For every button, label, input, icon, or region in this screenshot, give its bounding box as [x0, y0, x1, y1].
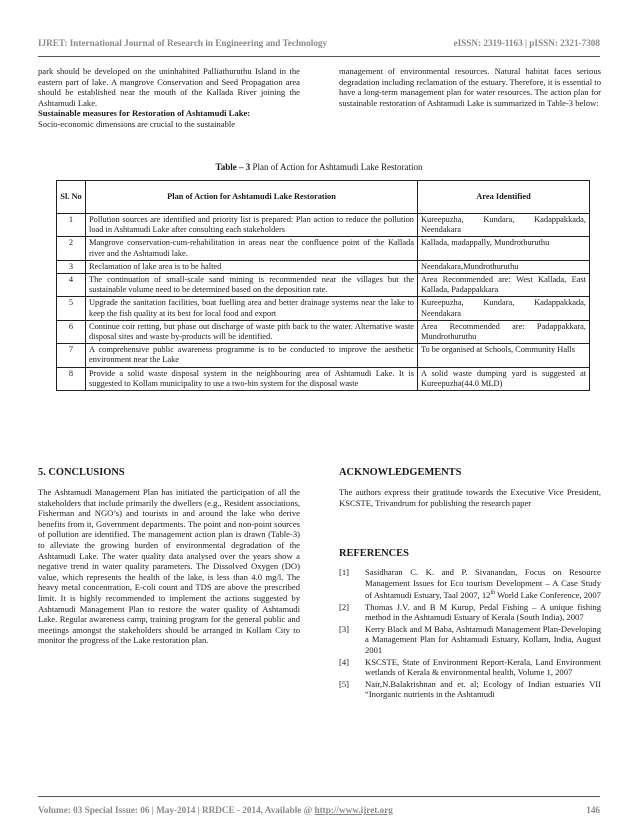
reference-text: KSCSTE, State of Environment Report-Kerala, Land Environment wetlands of Kerala & environmental health, Volume 1, 2007: [365, 656, 601, 678]
row-plan: The continuation of small-scale sand mining is recommended near the villages but the sustainable volume need to be determined based on the deposition rate.: [86, 274, 418, 297]
acknowledgements-paragraph: The authors express their gratitude towards the Executive Vice President, KSCSTE, Trivandrum for publishing the research paper: [339, 487, 601, 508]
table-row: [57, 237, 590, 260]
row-plan: Continue coir retting, but phase out discharge of waste pith back to the water. Alternative waste disposal sites and waste by-products will be identified.: [86, 320, 418, 343]
row-area: Kallada, madappally, Mundrothuruthu: [418, 237, 590, 260]
table-row: [57, 297, 590, 320]
page-header: [38, 38, 600, 52]
row-number: 6: [57, 320, 86, 343]
references-list: [339, 567, 601, 701]
row-plan: Provide a solid waste disposal system in the neighbouring area of Ashtamudi Lake. It is suggested to Kollam municipality to use a two-bin system for the disposal waste: [86, 367, 418, 390]
reference-item: [339, 602, 601, 623]
sustainable-measures-heading: Sustainable measures for Restoration of Ashtamudi Lake:: [38, 108, 251, 119]
table-caption-text: Plan of Action for Ashtamudi Lake Restoration: [252, 162, 423, 172]
reference-number: [3]: [339, 623, 350, 634]
reference-text: Thomas J.V. and B M Kurup, Pedal Fishing – A unique fishing method in the Ashtamudi Estuary of Kerala (South India), 2007: [365, 601, 601, 623]
footer-volume-info: [38, 805, 393, 815]
reference-superscript: th: [490, 590, 496, 597]
page-number: 146: [586, 805, 600, 815]
intro-left-column: [38, 66, 300, 130]
conclusions-body: [38, 487, 300, 646]
table-header-row: [57, 181, 590, 214]
reference-text: [365, 567, 601, 601]
table-caption-label: Table – 3: [215, 162, 251, 172]
row-area: Area Recommended are: West Kallada, East Kallada, Padappakkara: [418, 274, 590, 297]
header-rule: [38, 56, 600, 57]
intro-right-paragraph: management of environmental resources. Natural habitat faces serious degradation including reclamation of the estuary. Therefore, it is essential to have a long-term management plan for water resources. The action plan for sustainable restoration of Ashtamudi Lake is summarized in Table-3 below:: [339, 66, 601, 108]
reference-item: [339, 624, 601, 656]
reference-number: [2]: [339, 601, 350, 612]
table-row: [57, 274, 590, 297]
row-number: 8: [57, 367, 86, 390]
table-row: [57, 320, 590, 343]
plan-of-action-table: [56, 180, 590, 391]
footer-text: Volume: 03 Special Issue: 06 | May-2014 | RRDCE - 2014, Available @: [38, 805, 315, 815]
table-row: [57, 260, 590, 273]
header-plan: Plan of Action for Ashtamudi Lake Restoration: [86, 181, 418, 214]
reference-item: [339, 679, 601, 700]
table-row: [57, 214, 590, 237]
row-number: 1: [57, 214, 86, 237]
reference-item: [339, 567, 601, 601]
acknowledgements-heading: ACKNOWLEDGEMENTS: [339, 467, 462, 478]
acknowledgements-body: [339, 487, 601, 508]
row-number: 7: [57, 344, 86, 367]
table-row: [57, 344, 590, 367]
row-plan: Upgrade the sanitation facilities, boat fuelling area and better drainage systems near the lake to keep the fish quality at its best for local food and export: [86, 297, 418, 320]
conclusions-paragraph: The Ashtamudi Management Plan has initiated the participation of all the stakeholders that include primarily the dwellers (e.g., Resident associations, Fisherman and NGO’s) and tourists in and around the lake who derive benefits from it, Government departments. The point and non-point sources of pollution are identified. The management action plan is drawn (Table-3) to alleviate the growing burden of environmental degradation of the Ashtamudi Lake. The water quality data analysed over the years show a negative trend in water quality parameters. The Dissolved Oxygen (DO) value, which represents the health of the lake, is less than 4.0 mg/l. The heavy metal concentration, E-coli count and TDS are above the prescribed limit. It is highly recommended to implement the actions suggested by Ashtamudi Management Plan to restore the water quality of Ashtamudi Lake. Regular awareness camp, training program for the general public and meetings amongst the stakeholders should be arranged in Kollam City to monitor the progress of the Lake restoration plan.: [38, 487, 300, 646]
conclusions-heading: 5. CONCLUSIONS: [38, 467, 125, 478]
reference-text: Nair,N.Balakrishnan and et. al; Ecology of Indian estuaries VII “Inorganic nutrients in the Ashtamudi: [365, 678, 601, 700]
issn-text: eISSN: 2319-1163 | pISSN: 2321-7308: [453, 38, 600, 48]
header-area: Area Identified: [418, 181, 590, 214]
row-area: Neendakara,Mundrothuruthu: [418, 260, 590, 273]
row-number: 5: [57, 297, 86, 320]
reference-number: [5]: [339, 678, 350, 689]
row-plan: Pollution sources are identified and priority list is prepared: Plan action to reduce the pollution load in Ashtamudi Lake after consulting each stakeholders: [86, 214, 418, 237]
row-area: Kureepuzha, Kundara, Kadappakkada, Neendakara: [418, 297, 590, 320]
row-number: 3: [57, 260, 86, 273]
row-area: A solid waste dumping yard is suggested at Kureepuzha(44.0 MLD): [418, 367, 590, 390]
row-area: Area Recommended are: Padappakkara, Mundrothuruthu: [418, 320, 590, 343]
row-number: 4: [57, 274, 86, 297]
row-area: Kureepuzha, Kundara, Kadappakkada, Neendakara: [418, 214, 590, 237]
intro-left-paragraph-2: Socio-economic dimensions are crucial to the sustainable: [38, 118, 236, 129]
intro-right-column: [339, 66, 601, 108]
row-area: To be organised at Schools, Community Halls: [418, 344, 590, 367]
row-plan: Reclamation of lake area is to be halted: [86, 260, 418, 273]
table-row: [57, 367, 590, 390]
footer-rule: [38, 796, 600, 797]
row-number: 2: [57, 237, 86, 260]
journal-title: IJRET: International Journal of Research in Engineering and Technology: [38, 38, 328, 48]
row-plan: A comprehensive public awareness programme is to be conducted to improve the aesthetic environment near the Lake: [86, 344, 418, 367]
row-plan: Mangrove conservation-cum-rehabilitation in areas near the confluence point of the Kallada river and the Ashtamudi lake.: [86, 237, 418, 260]
journal-link[interactable]: http://www.ijret.org: [314, 805, 393, 815]
reference-number: [4]: [339, 656, 350, 667]
reference-text-part: Sasidharan C. K. and P. Sivanandan, Focus on Resource Management Issues for Eco tourism Development – A Case Study of Ashtamudi Estuary, Taal 2007, 12: [365, 567, 601, 601]
header-sl-no: Sl. No: [57, 181, 86, 214]
reference-item: [339, 657, 601, 678]
references-heading: REFERENCES: [339, 548, 409, 559]
reference-text: Kerry Black and M Baba, Ashtamudi Management Plan-Developing a Management Plan for Ashtamudi Estuary, Kollam, India, August 2001: [365, 623, 601, 656]
reference-number: [1]: [339, 567, 350, 577]
intro-left-paragraph: park should be developed on the uninhabited Palliathuruthu Island in the eastern part of lake. A mangrove Conservation and Seed Propagation area should be established near the mouth of the Kallada River joining the Ashtamudi Lake.: [38, 66, 300, 108]
reference-text-part: World Lake Conference, 2007: [495, 590, 601, 601]
table-caption: [0, 162, 638, 172]
